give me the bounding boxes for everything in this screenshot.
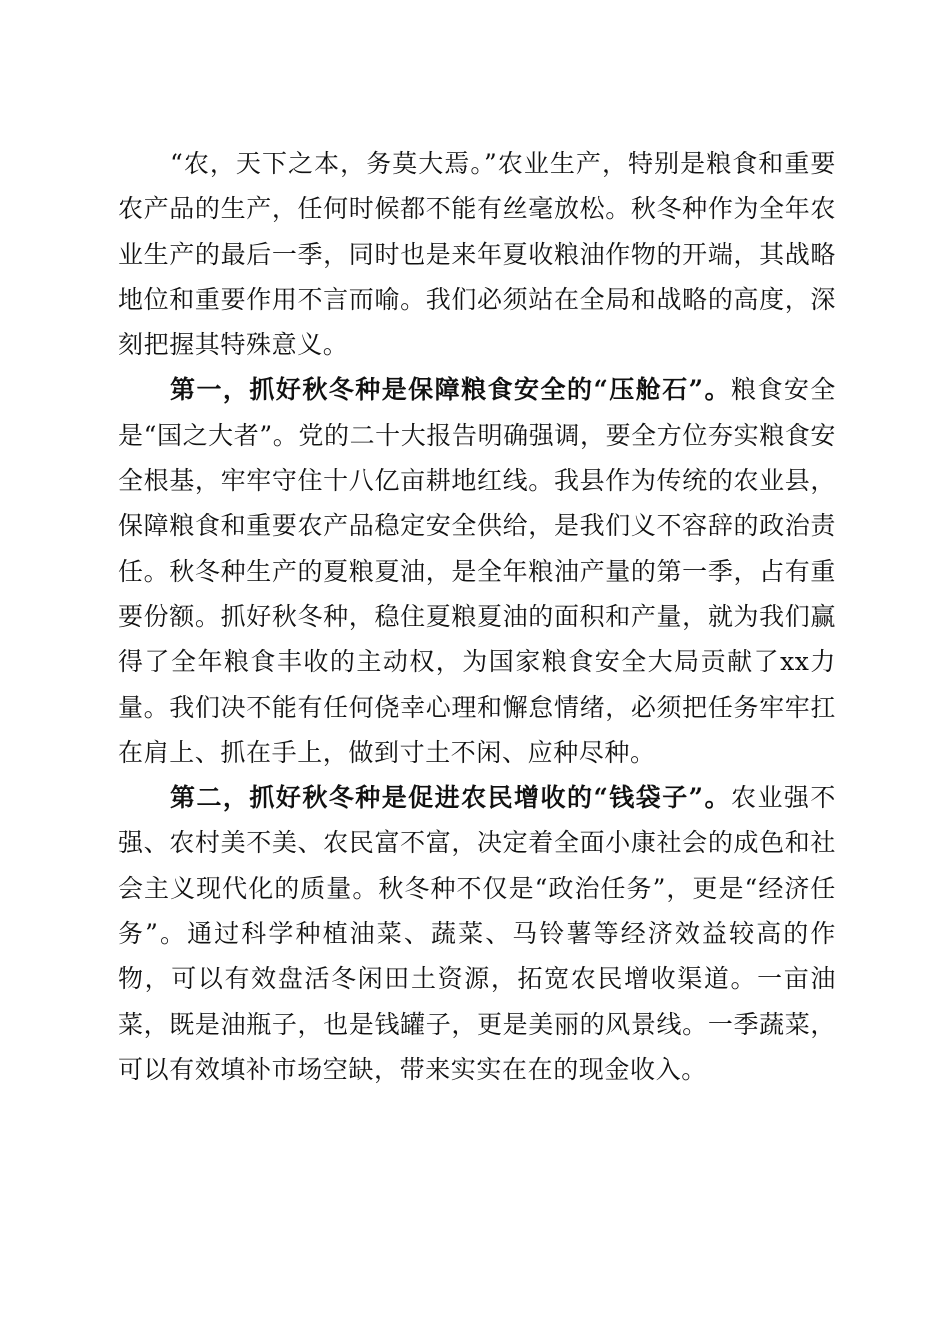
paragraph-intro: [118, 141, 836, 367]
paragraph-second-point: [118, 775, 836, 1092]
paragraph-body: 粮食安全是“国之大者”。党的二十大报告明确强调，要全方位夯实粮食安全根基，牢牢守住十八亿亩耕地红线。我县作为传统的农业县，保障粮食和重要农产品稳定安全供给，是我们义不容辞的政治责任。秋冬种生产的夏粮夏油，是全年粮油产量的第一季，占有重要份额。抓好秋冬种，稳住夏粮夏油的面积和产量，就为我们赢得了全年粮食丰收的主动权，为国家粮食安全大局贡献了xx力量。我们决不能有任何侥幸心理和懈怠情绪，必须把任务牢牢扛在肩上、抓在手上，做到寸土不闲、应种尽种。: [118, 375, 836, 767]
body-text: [118, 141, 836, 1092]
paragraph-first-point: [118, 367, 836, 775]
paragraph-lead: 第二，抓好秋冬种是促进农民增收的“钱袋子”。: [170, 783, 731, 813]
paragraph-body: “农，天下之本，务莫大焉。”农业生产，特别是粮食和重要农产品的生产，任何时候都不能有丝毫放松。秋冬种作为全年农业生产的最后一季，同时也是来年夏收粮油作物的开端，其战略地位和重要作用不言而喻。我们必须站在全局和战略的高度，深刻把握其特殊意义。: [118, 149, 836, 360]
paragraph-body: 农业强不强、农村美不美、农民富不富，决定着全面小康社会的成色和社会主义现代化的质量。秋冬种不仅是“政治任务”，更是“经济任务”。通过科学种植油菜、蔬菜、马铃薯等经济效益较高的作物，可以有效盘活冬闲田土资源，拓宽农民增收渠道。一亩油菜，既是油瓶子，也是钱罐子，更是美丽的风景线。一季蔬菜，可以有效填补市场空缺，带来实实在在的现金收入。: [118, 783, 836, 1084]
paragraph-lead: 第一，抓好秋冬种是保障粮食安全的“压舱石”。: [170, 375, 731, 405]
